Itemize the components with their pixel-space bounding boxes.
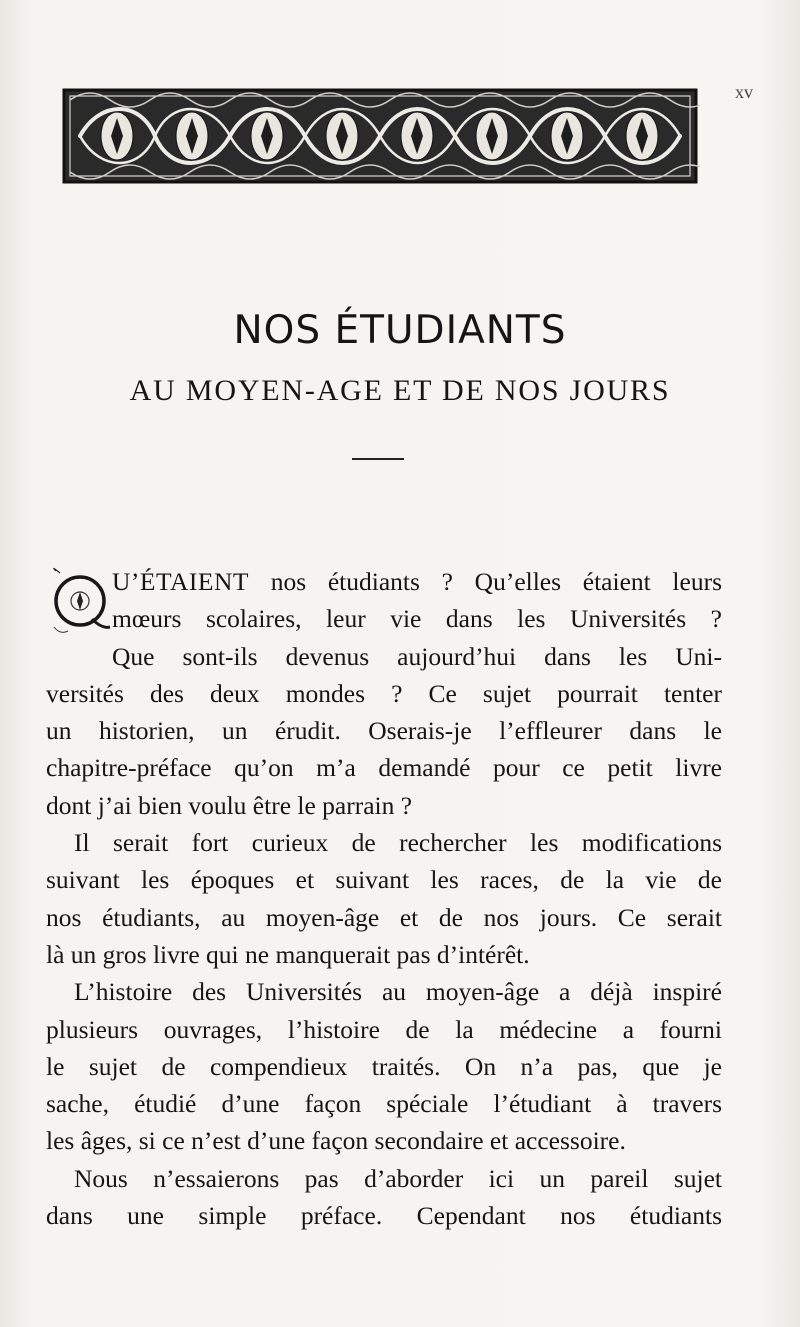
page-number: xv: [735, 82, 753, 102]
text-line: U’ÉTAIENT nos étudiants ? Qu’elles étaient leurs: [112, 567, 722, 596]
text-line: versités des deux mondes ? Ce sujet pourrait tenter: [46, 678, 722, 708]
text-line: sache, étudié d’une façon spéciale l’étudiant à travers: [46, 1089, 722, 1119]
headpiece-ornament-graphic: [60, 80, 700, 192]
text-line: L’histoire des Universités au moyen-âge a déjà inspiré: [74, 977, 722, 1007]
title-divider: [352, 458, 404, 460]
text-line: un historien, un érudit. Oserais-je l’effleurer dans le: [46, 716, 722, 746]
text-line: dont j’ai bien voulu être le parrain ?: [46, 790, 413, 820]
text-line: chapitre-préface qu’on m’a demandé pour ce petit livre: [46, 753, 722, 783]
text-line: mœurs scolaires, leur vie dans les Universités ?: [112, 604, 722, 634]
text-line: plusieurs ouvrages, l’histoire de la médecine a fourni: [46, 1014, 722, 1044]
text-line: Nous n’essaierons pas d’aborder ici un pareil sujet: [74, 1163, 722, 1193]
text-line: là un gros livre qui ne manquerait pas d’intérêt.: [46, 939, 530, 969]
chapter-subtitle: AU MOYEN-AGE ET DE NOS JOURS: [129, 374, 671, 407]
text-line: Que sont-ils devenus aujourd’hui dans les Uni-: [112, 641, 722, 671]
text-line: nos étudiants, au moyen-âge et de nos jours. Ce serait: [46, 902, 722, 932]
text-line: suivant les époques et suivant les races, de la vie de: [46, 865, 722, 895]
text-line: le sujet de compendieux traités. On n’a pas, que je: [46, 1051, 722, 1081]
body-text: [46, 563, 722, 1234]
ornamental-headpiece: [60, 80, 700, 192]
text-line: Il serait fort curieux de rechercher les modifications: [74, 828, 722, 858]
text-line: dans une simple préface. Cependant nos étudiants: [46, 1201, 722, 1231]
dropcap-letter: Q: [46, 563, 47, 564]
text-line: les âges, si ce n’est d’une façon secondaire et accessoire.: [46, 1126, 626, 1156]
chapter-title: NOS ÉTUDIANTS: [233, 308, 567, 353]
